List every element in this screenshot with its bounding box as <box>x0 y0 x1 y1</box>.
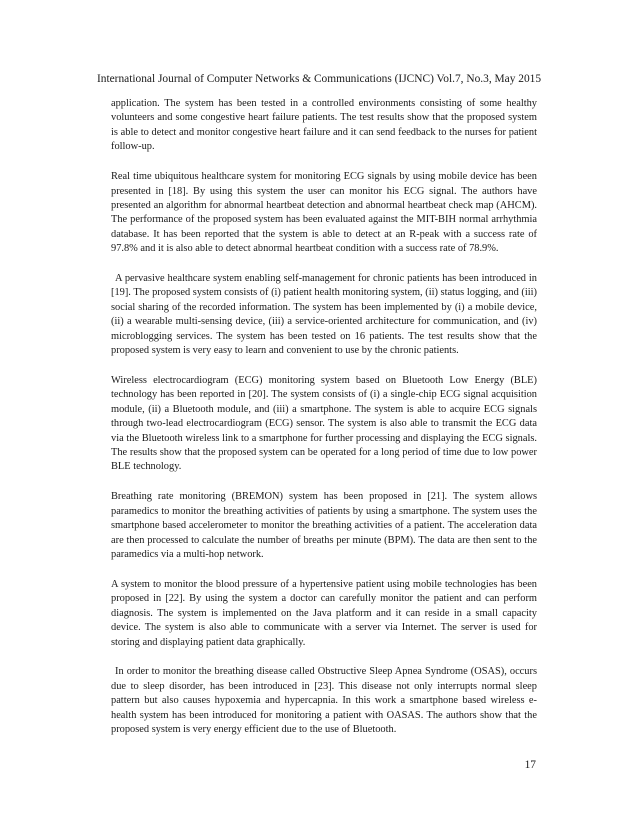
paragraph-2: Real time ubiquitous healthcare system for monitoring ECG signals by using mobile device has been presented in [18]. By using this system the user can monitor his ECG signal. The authors have presented an algorithm for abnormal heartbeat detection and abnormal heartbeat check map (AHCM). The performance of the proposed system has been evaluated against the MIT-BIH normal arrhythmia database. It has been reported that the system is able to detect at an R-peak with a success rate of 97.8% and it is also able to detect abnormal heartbeat condition with a success rate of 78.9%. <box>111 171 537 255</box>
body-text <box>111 97 537 753</box>
paragraph-7: In order to monitor the breathing disease called Obstructive Sleep Apnea Syndrome (OSAS), occurs due to sleep disorder, has been introduced in [23]. This disease not only interrupts normal sleep pattern but also causes hypoxemia and hypercapnia. In this work a smartphone based wireless e-health system has been introduced for monitoring a patient with OASAS. The authors show that the proposed system is very energy efficient due to the use of Bluetooth. <box>111 666 537 736</box>
paragraph-4: Wireless electrocardiogram (ECG) monitoring system based on Bluetooth Low Energy (BLE) technology has been reported in [20]. The system consists of (i) a single-chip ECG signal acquisition module, (ii) a Bluetooth module, and (iii) a smartphone. The system is able to acquire ECG signals through two-lead electrocardiogram (ECG) sensor. The system is also able to transmit the ECG data via the Bluetooth wireless link to a smartphone for further processing and displaying the ECG signals. The results show that the proposed system can be operated for a long period of time due to low power BLE technology. <box>111 375 537 473</box>
paragraph-6: A system to monitor the blood pressure of a hypertensive patient using mobile technologies has been proposed in [22]. By using the system a doctor can carefully monitor the patient and can perform diagnosis. The system is implemented on the Java platform and it can reside in a small capacity device. The system is also able to communicate with a server via Internet. The server is used for storing and displaying patient data graphically. <box>111 578 537 648</box>
paragraph-3: A pervasive healthcare system enabling self-management for chronic patients has been introduced in [19]. The proposed system consists of (i) patient health monitoring system, (ii) status logging, and (iii) social sharing of the recorded information. The system has been implemented by (i) a mobile device, (ii) a wearable multi-sensing device, (iii) a service-oriented architecture for communication, and (iv) microblogging services. The system has been tested on 16 patients. The test results show that the proposed system is very easy to learn and convenient to use by the chronic patients. <box>111 273 537 357</box>
paragraph-1: application. The system has been tested in a controlled environments consisting of some healthy volunteers and some congestive heart failure patients. The test results show that the proposed system is able to detect and monitor congestive heart failure and it can send feedback to the nurses for patient follow-up. <box>111 98 537 153</box>
page-number: 17 <box>524 759 536 771</box>
paragraph-5: Breathing rate monitoring (BREMON) system has been proposed in [21]. The system allows paramedics to monitor the breathing activities of patients by using a smartphone. The system uses the smartphone based accelerometer to monitor the breathing activities of a patient. The acceleration data are then processed to calculate the number of breaths per minute (BPM). The data are then sent to the paramedics via a multi-hop network. <box>111 491 537 560</box>
running-header: International Journal of Computer Networks & Communications (IJCNC) Vol.7, No.3, May 2015 <box>96 73 542 85</box>
